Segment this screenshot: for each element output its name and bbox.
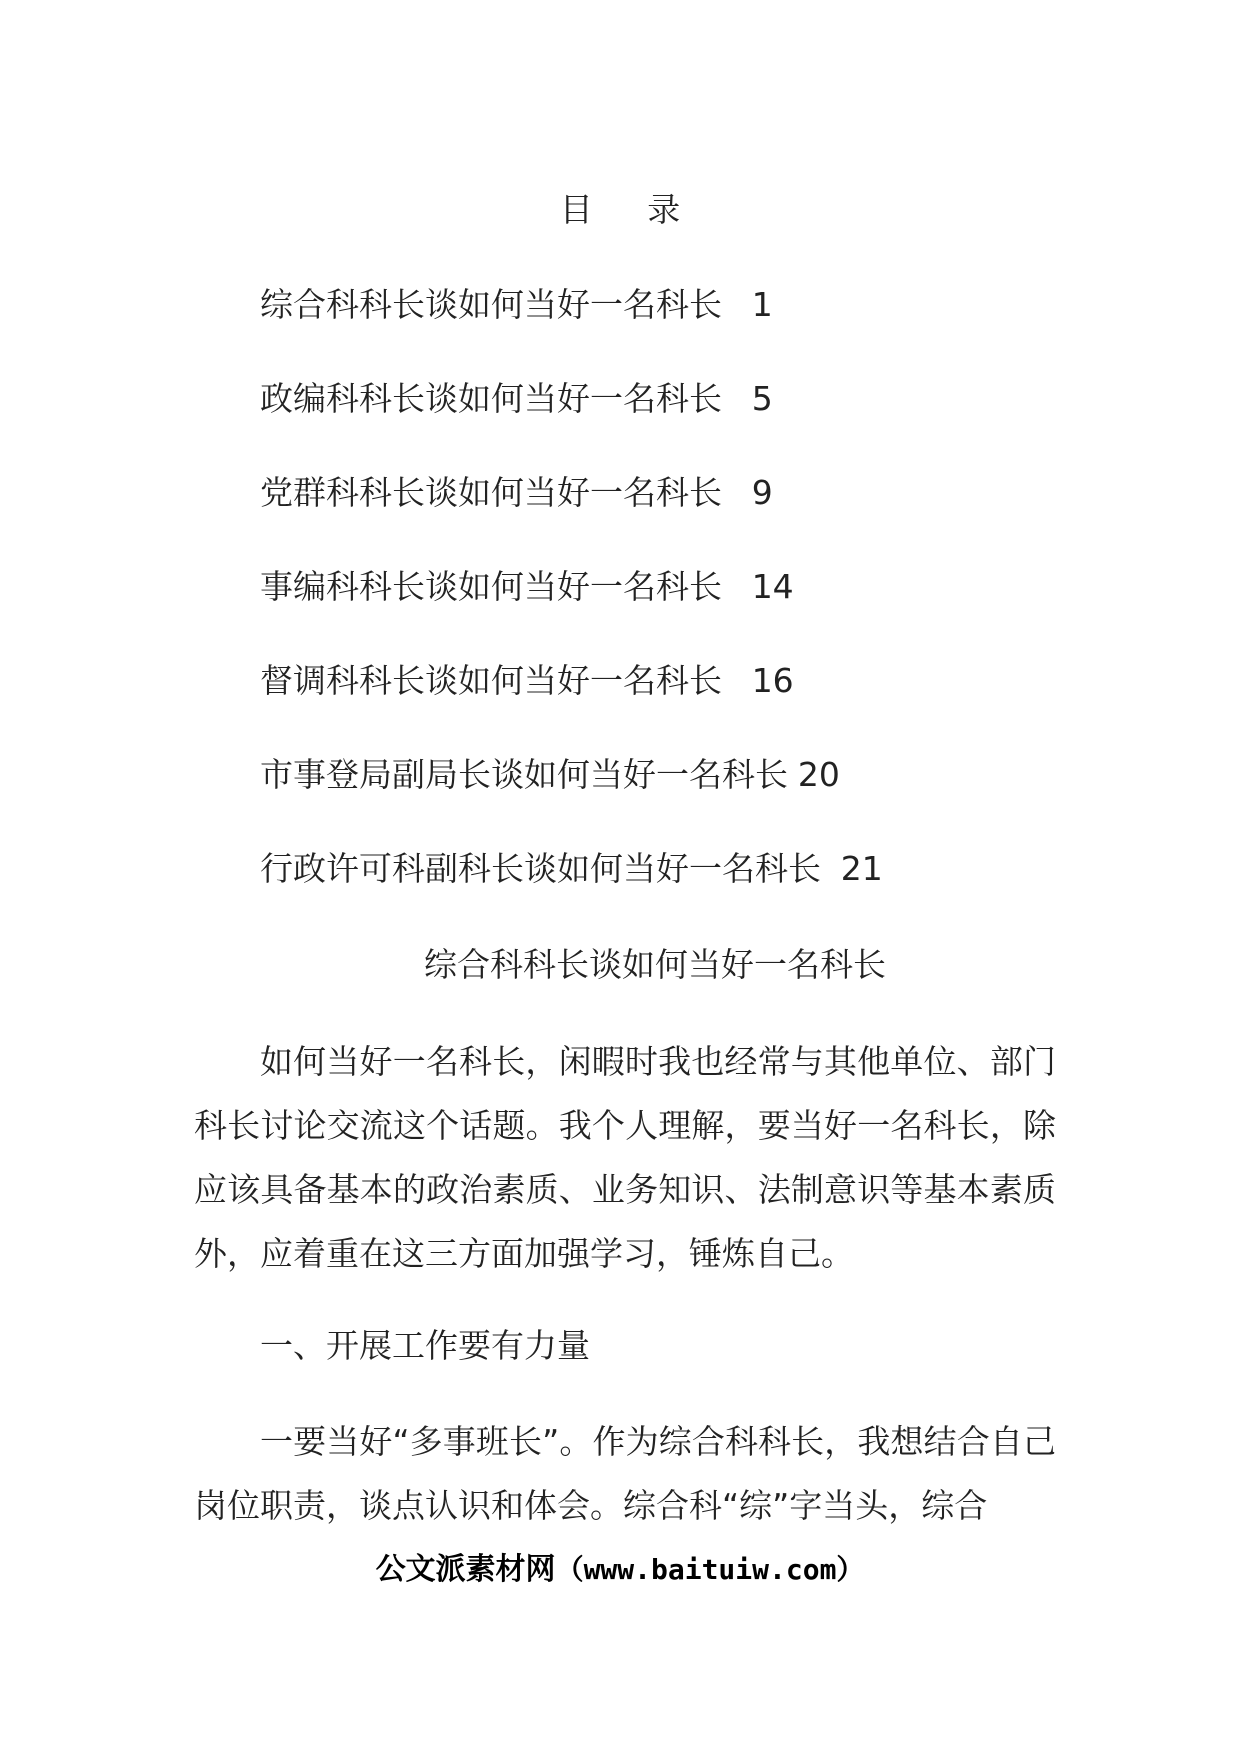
footer-watermark — [0, 1550, 1240, 1590]
toc-title: 目 录 — [559, 190, 703, 229]
toc-entry-label: 督调科科长谈如何当好一名科长 — [260, 661, 722, 700]
toc-entry-label: 行政许可科副科长谈如何当好一名科长 — [260, 849, 821, 888]
toc-entry-page: 1 — [751, 285, 773, 324]
toc-entry-label: 市事登局副局长谈如何当好一名科长 — [260, 755, 788, 794]
toc-entry-label: 政编科科长谈如何当好一名科长 — [260, 379, 722, 418]
article-title: 综合科科长谈如何当好一名科长 — [424, 945, 886, 984]
toc-entry[interactable] — [260, 753, 1060, 847]
toc-entry[interactable] — [260, 659, 1060, 753]
footer-url[interactable]: （www.baituiw.com） — [555, 1553, 865, 1586]
table-of-contents — [260, 283, 1060, 941]
article-section-heading: 一、开展工作要有力量 — [260, 1326, 590, 1365]
toc-entry-page: 20 — [797, 755, 840, 794]
toc-entry-page: 5 — [751, 379, 773, 418]
toc-entry[interactable] — [260, 565, 1060, 659]
toc-entry[interactable] — [260, 471, 1060, 565]
footer-site-name: 公文派素材网 — [375, 1552, 556, 1587]
article-paragraph: 一要当好“多事班长”。作为综合科科长，我想结合自己岗位职责，谈点认识和体会。综合科“综”字当头，综合 — [194, 1422, 1056, 1525]
toc-entry-label: 事编科科长谈如何当好一名科长 — [260, 567, 722, 606]
toc-entry-label: 综合科科长谈如何当好一名科长 — [260, 285, 722, 324]
toc-entry-page: 9 — [751, 473, 773, 512]
article-paragraph: 如何当好一名科长，闲暇时我也经常与其他单位、部门科长讨论交流这个话题。我个人理解，要当好一名科长，除应该具备基本的政治素质、业务知识、法制意识等基本素质外，应着重在这三方面加强学习，锤炼自己。 — [194, 1042, 1056, 1273]
toc-entry-page: 16 — [751, 661, 794, 700]
toc-entry[interactable] — [260, 847, 1060, 941]
toc-entry-label: 党群科科长谈如何当好一名科长 — [260, 473, 722, 512]
toc-entry-page: 21 — [840, 849, 883, 888]
toc-entry[interactable] — [260, 283, 1060, 377]
toc-entry-page: 14 — [751, 567, 794, 606]
toc-entry[interactable] — [260, 377, 1060, 471]
